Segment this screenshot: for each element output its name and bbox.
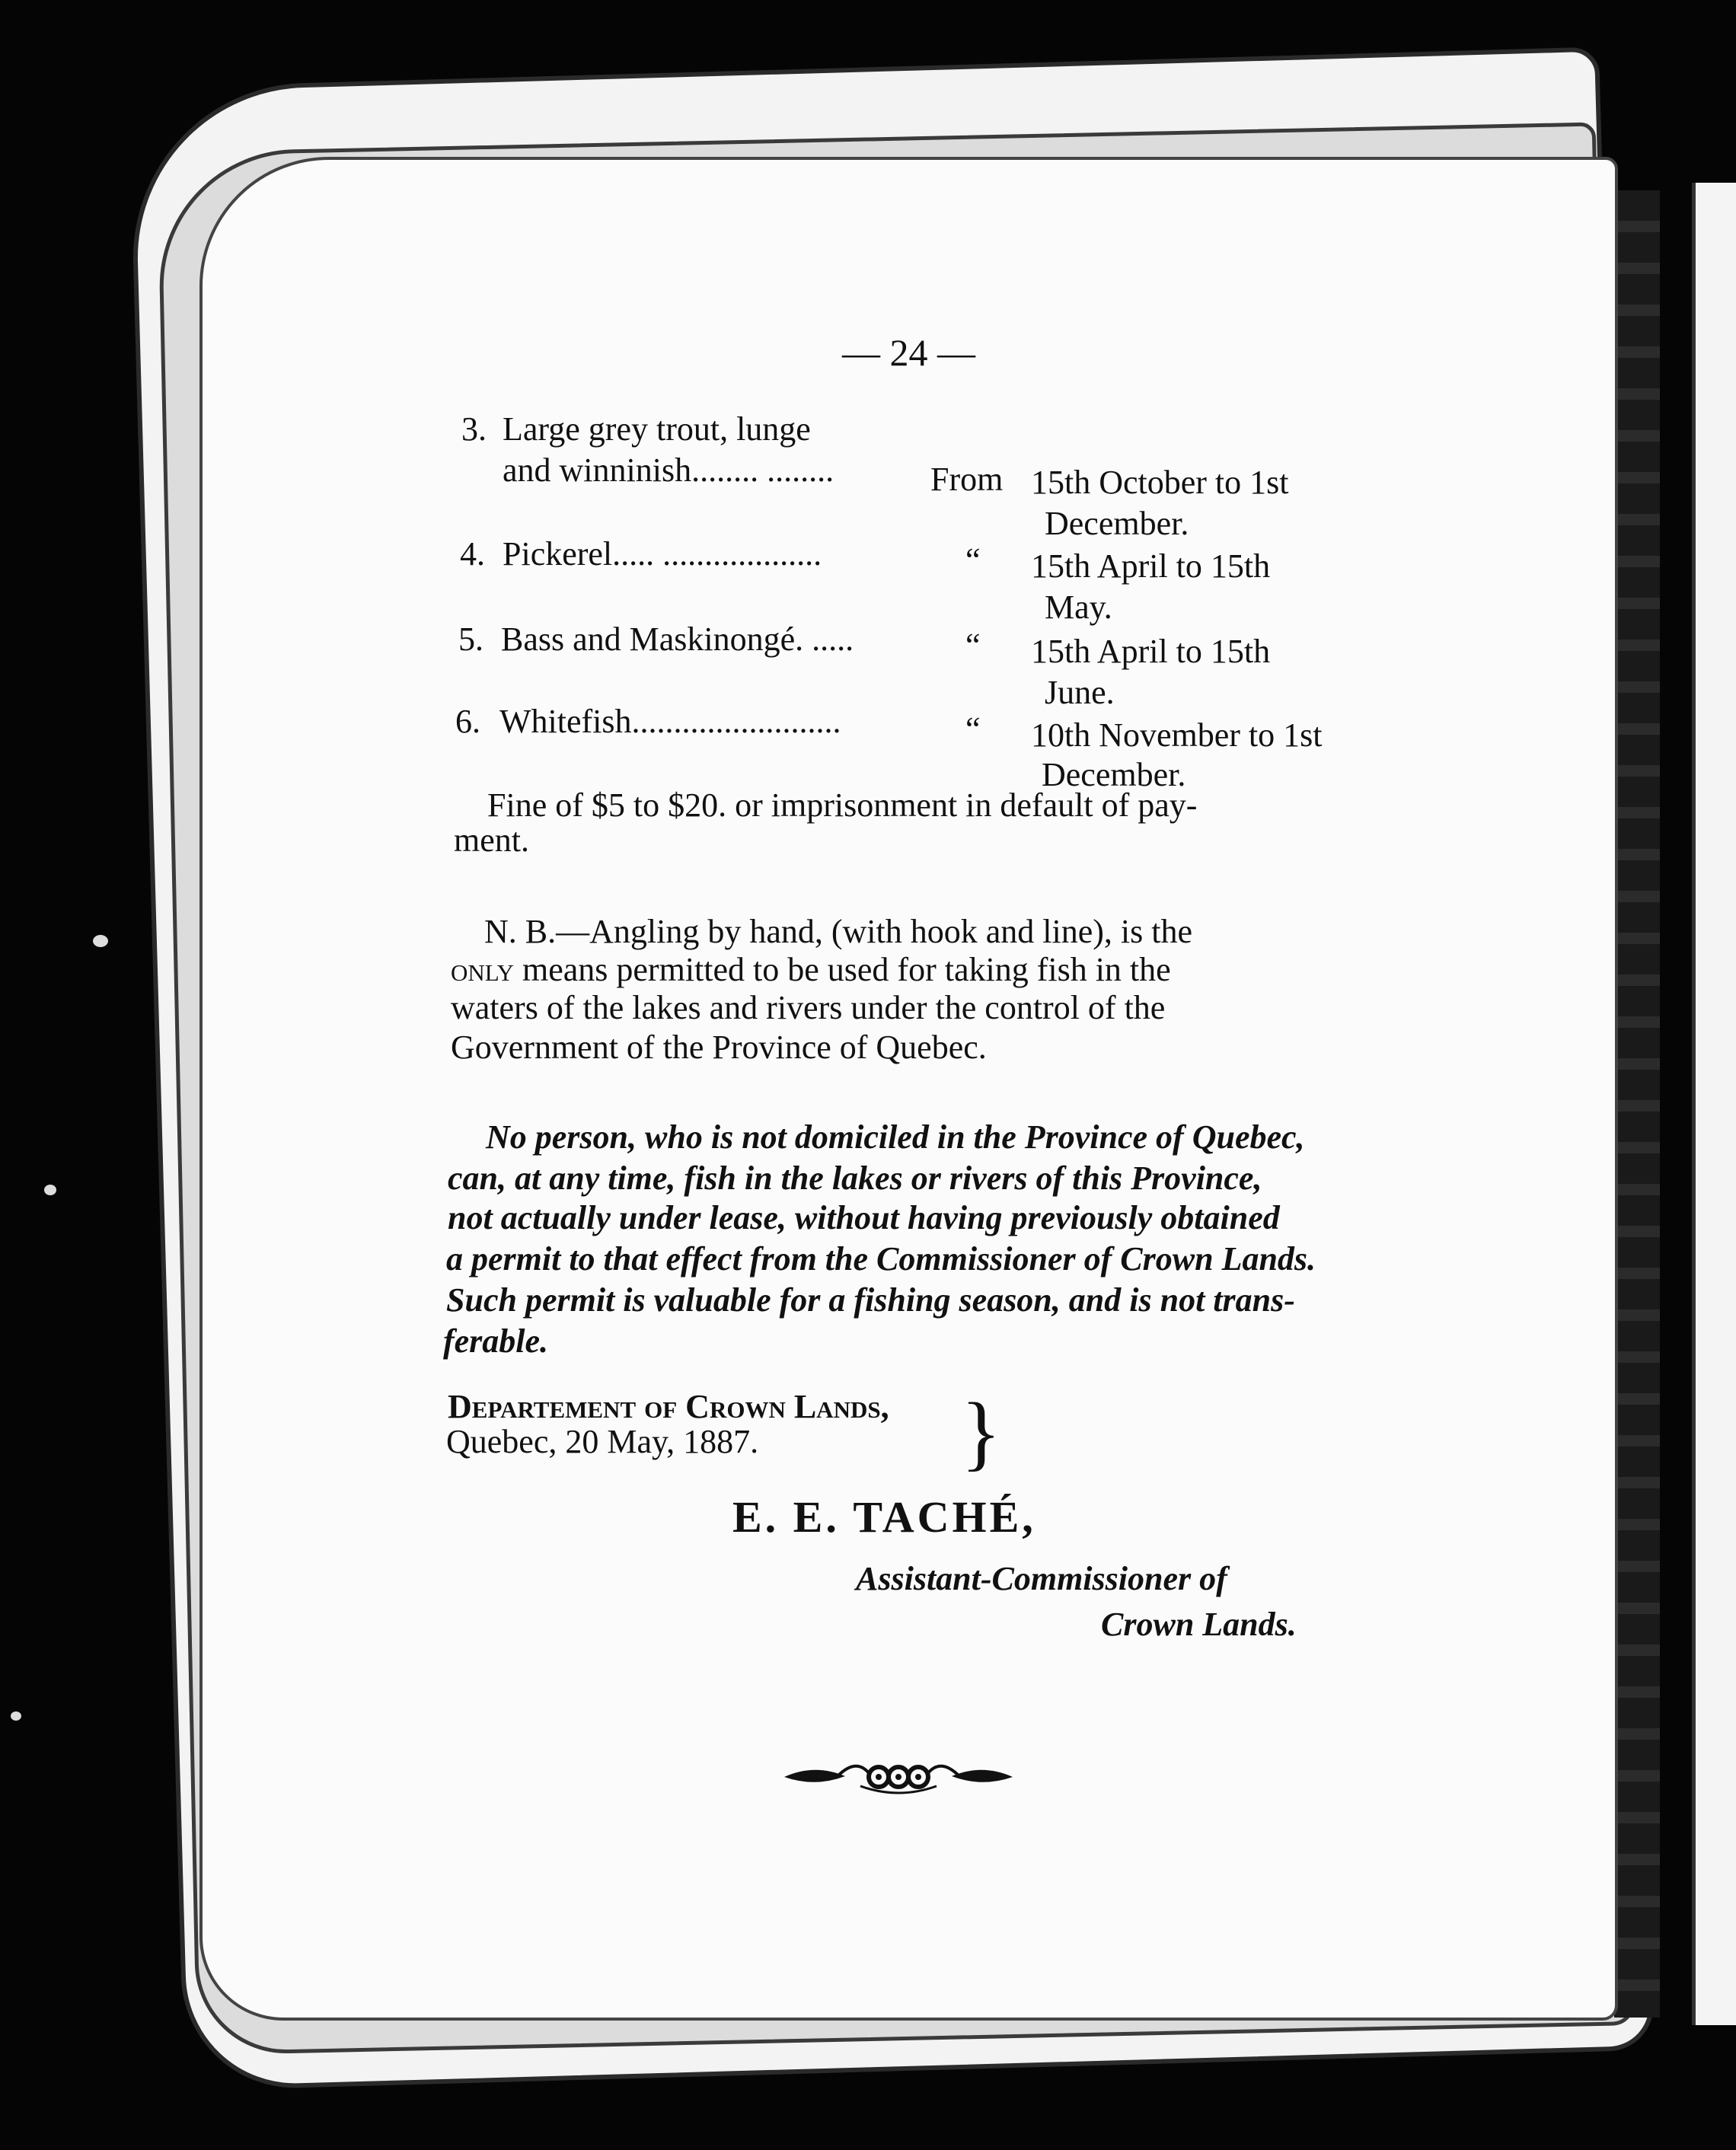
notice-line: a permit to that effect from the Commissioner of Crown Lands. — [446, 1240, 1316, 1278]
notice-line: No person, who is not domiciled in the Province of Quebec, — [486, 1118, 1305, 1156]
season-number: 5. — [458, 620, 483, 658]
season-dates-cont: May. — [1045, 589, 1112, 626]
season-ditto-mark: “ — [965, 710, 981, 748]
season-dates-cont: December. — [1042, 756, 1186, 793]
nb-line — [451, 953, 1171, 987]
season-fish-name: Pickerel..... ................... — [503, 535, 822, 573]
scan-speck — [11, 1711, 21, 1721]
season-fish-name: Whitefish......................... — [499, 703, 841, 740]
scan-speck — [44, 1185, 56, 1195]
notice-line: ferable. — [443, 1322, 549, 1360]
nb-line: Government of the Province of Quebec. — [451, 1029, 987, 1066]
signatory-title: Assistant-Commissioner of — [856, 1560, 1227, 1597]
scan-speck — [93, 935, 108, 947]
fine-line: Fine of $5 to $20. or imprisonment in default of pay- — [487, 786, 1198, 824]
season-dates: 15th October to 1st — [1031, 464, 1289, 501]
season-dates: 10th November to 1st — [1031, 716, 1323, 754]
notice-line: Such permit is valuable for a fishing season, and is not trans- — [446, 1281, 1295, 1319]
season-fish-name-cont: and winninish........ ........ — [503, 451, 834, 489]
season-fish-name: Bass and Maskinongé. ..... — [501, 620, 854, 658]
nb-line: waters of the lakes and rivers under the control of the — [451, 989, 1166, 1026]
signatory-name: E. E. TACHÉ, — [732, 1492, 1036, 1542]
season-dates: 15th April to 15th — [1031, 633, 1271, 670]
nb-line: N. B.—Angling by hand, (with hook and line), is the — [484, 913, 1193, 950]
signatory-title-cont: Crown Lands. — [1101, 1606, 1297, 1643]
notice-line: not actually under lease, without having previously obtained — [448, 1199, 1280, 1236]
season-number: 6. — [455, 703, 480, 740]
season-fish-name: Large grey trout, lunge — [503, 410, 811, 448]
facing-page-edge — [1692, 183, 1736, 2025]
fine-line-cont: ment. — [454, 821, 529, 859]
department-name: Departement of Crown Lands, — [448, 1388, 889, 1425]
book-spine-edge — [1614, 190, 1660, 2018]
season-number: 4. — [460, 535, 485, 573]
brace-mark: } — [961, 1386, 1001, 1479]
season-ditto-mark: “ — [965, 541, 981, 579]
season-from-label: From — [930, 461, 1004, 498]
book-page — [199, 157, 1618, 2021]
season-ditto-mark: “ — [965, 627, 981, 664]
department-place-date: Quebec, 20 May, 1887. — [446, 1423, 759, 1460]
season-dates-cont: December. — [1045, 505, 1189, 542]
nb-only-word: only — [451, 951, 514, 988]
page-number: — 24 — — [842, 331, 975, 374]
notice-line: can, at any time, fish in the lakes or rivers of this Province, — [448, 1160, 1262, 1197]
floral-ornament-icon — [784, 1751, 1013, 1801]
season-dates-cont: June. — [1045, 674, 1115, 711]
nb-line-rest: means permitted to be used for taking fish in the — [522, 951, 1171, 988]
season-dates: 15th April to 15th — [1031, 547, 1271, 585]
season-number: 3. — [461, 410, 487, 448]
